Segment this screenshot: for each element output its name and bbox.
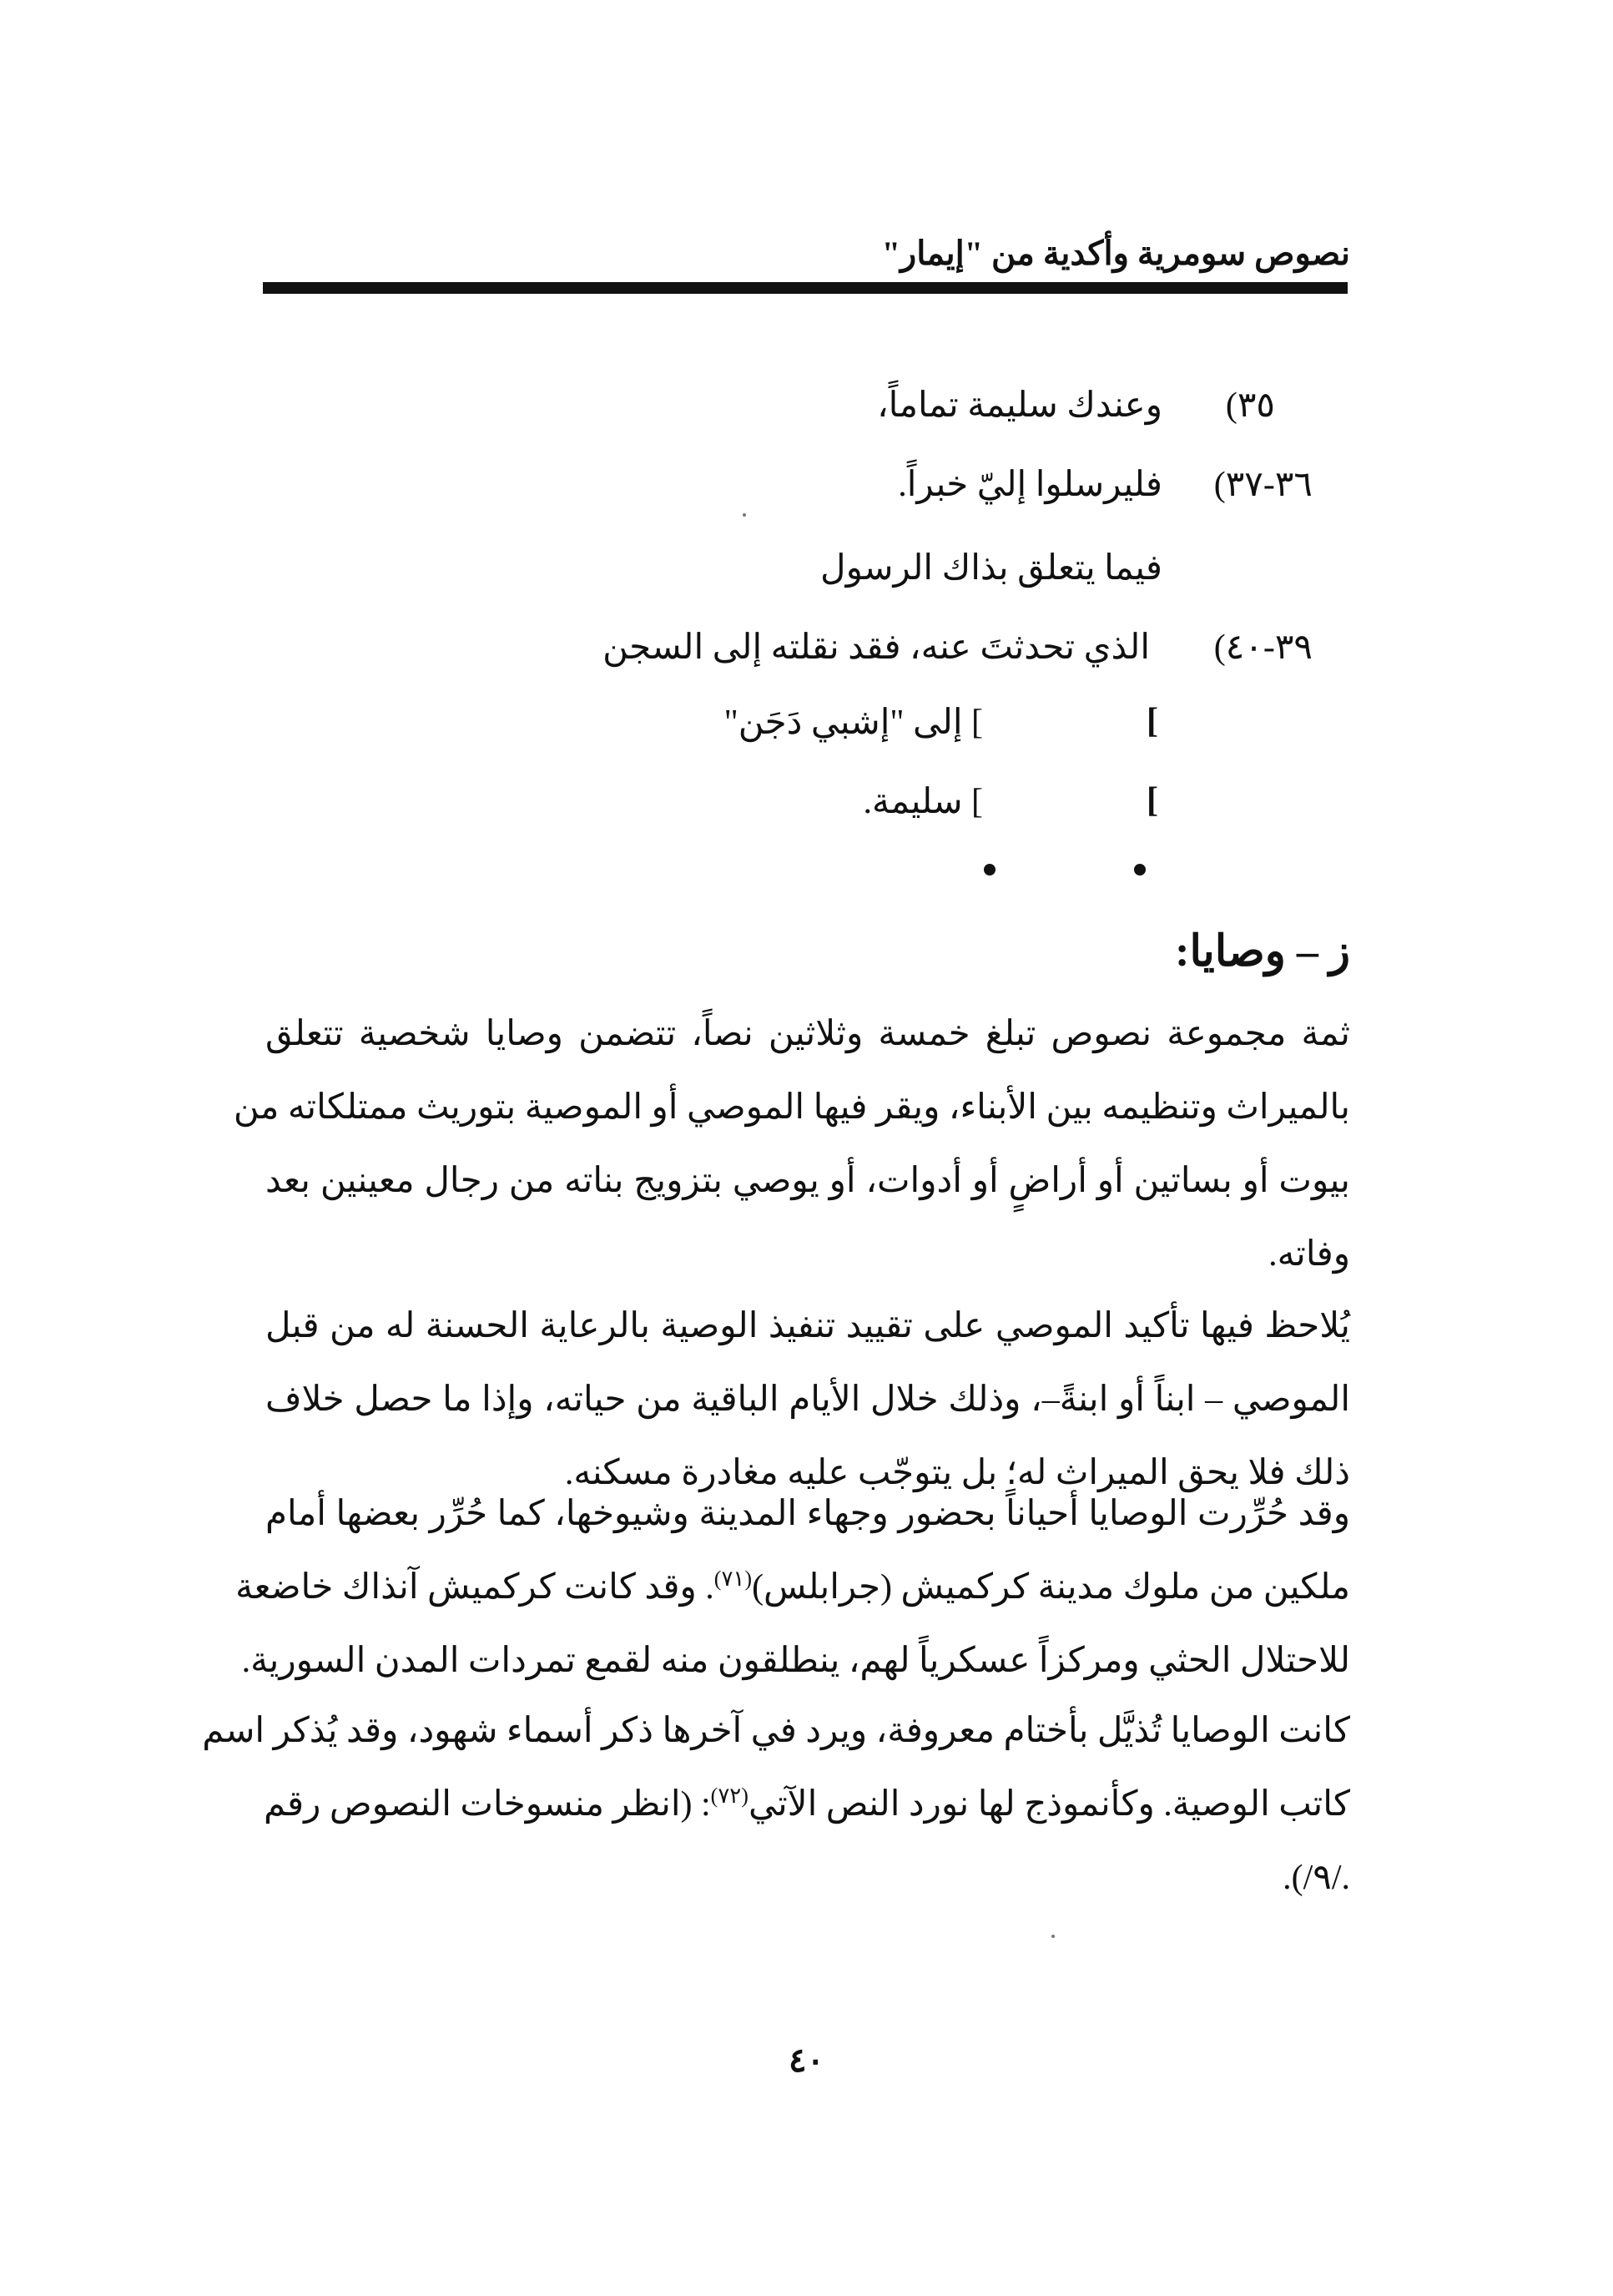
verse-line: فليرسلوا إليّ خبراً. [898, 466, 1162, 504]
footnote-marker[interactable]: (٧٢) [710, 1784, 749, 1808]
bullet-dot [984, 864, 996, 876]
verse-line: فيما يتعلق بذاك الرسول [820, 549, 1162, 588]
section-title: ز – وصايا: [1175, 928, 1350, 976]
paragraph-line: ثمة مجموعة نصوص تبلغ خمسة وثلاثين نصاً، تتضمن وصايا شخصية تتعلق [265, 1015, 1350, 1053]
running-title: نصوص سومرية وأكدية من "إيمار" [881, 235, 1350, 272]
paragraph-text: : (انظر منسوخات النصوص رقم [264, 1785, 711, 1824]
paragraph-line-with-footnote [265, 1768, 1350, 1841]
paragraph-line: بيوت أو بساتين أو أراضٍ أو أدوات، أو يوصي بتزويج بناته من رجال معينين بعد [265, 1162, 1350, 1200]
scan-speck [743, 513, 746, 517]
fragment-bracket: ] [1147, 781, 1158, 820]
paragraph-line: يُلاحظ فيها تأكيد الموصي على تقييد تنفيذ الوصية بالرعاية الحسنة له من قبل [265, 1307, 1350, 1345]
paragraph-line: وفاته. [1268, 1235, 1350, 1274]
fragment-bracket: ] [1147, 702, 1158, 740]
header-rule [263, 282, 1348, 294]
paragraph-text: كاتب الوصية. وكأنموذج لها نورد النص الآتي [748, 1785, 1350, 1824]
paragraph-line: بالميراث وتنظيمه بين الأبناء، ويقر فيها الموصي أو الموصية بتوريث ممتلكاته من [233, 1088, 1350, 1127]
bullet-dot [1134, 864, 1146, 876]
paragraph-line: ذلك فلا يحق الميراث له؛ بل يتوجّب عليه مغادرة مسكنه. [564, 1454, 1350, 1492]
verse-number: ٣٥) [1225, 386, 1275, 425]
verse-line: الذي تحدثتَ عنه، فقد نقلته إلى السجن [602, 628, 1150, 667]
paragraph-line: كانت الوصايا تُذيَّل بأختام معروفة، ويرد في آخرها ذكر أسماء شهود، وقد يُذكر اسم [202, 1712, 1350, 1750]
page-number: ٤٠ [789, 2041, 824, 2079]
paragraph-line: للاحتلال الحثي ومركزاً عسكرياً لهم، ينطلقون منه لقمع تمردات المدن السورية. [241, 1642, 1350, 1680]
paragraph-line-with-footnote [235, 1551, 1350, 1624]
paragraph [202, 1694, 1350, 1915]
fragment-line: ] إلى "إشبي دَجَن" [723, 704, 983, 742]
paragraph-text: . وقد كانت كركميش آنذاك خاضعة [235, 1568, 714, 1607]
footnote-marker[interactable]: (٧١) [713, 1567, 753, 1591]
verse-line: وعندك سليمة تماماً، [877, 386, 1162, 425]
paragraph-line: الموصي – ابناً أو ابنةً–، وذلك خلال الأيام الباقية من حياته، وإذا ما حصل خلاف [265, 1380, 1350, 1419]
verse-number: ٣٦-٣٧) [1213, 466, 1313, 504]
verse-number: ٣٩-٤٠) [1213, 628, 1313, 667]
scan-speck [1051, 1935, 1055, 1938]
paragraph-line: ./٩/). [1283, 1859, 1350, 1897]
paragraph-text: ملكين من ملوك مدينة كركميش (جرابلس) [752, 1568, 1350, 1607]
paragraph [235, 1477, 1350, 1698]
fragment-line: ] سليمة. [863, 783, 983, 821]
paragraph-line: وقد حُرِّرت الوصايا أحياناً بحضور وجهاء المدينة وشيوخها، كما حُرِّر بعضها أمام [265, 1495, 1350, 1533]
paragraph [233, 997, 1350, 1291]
